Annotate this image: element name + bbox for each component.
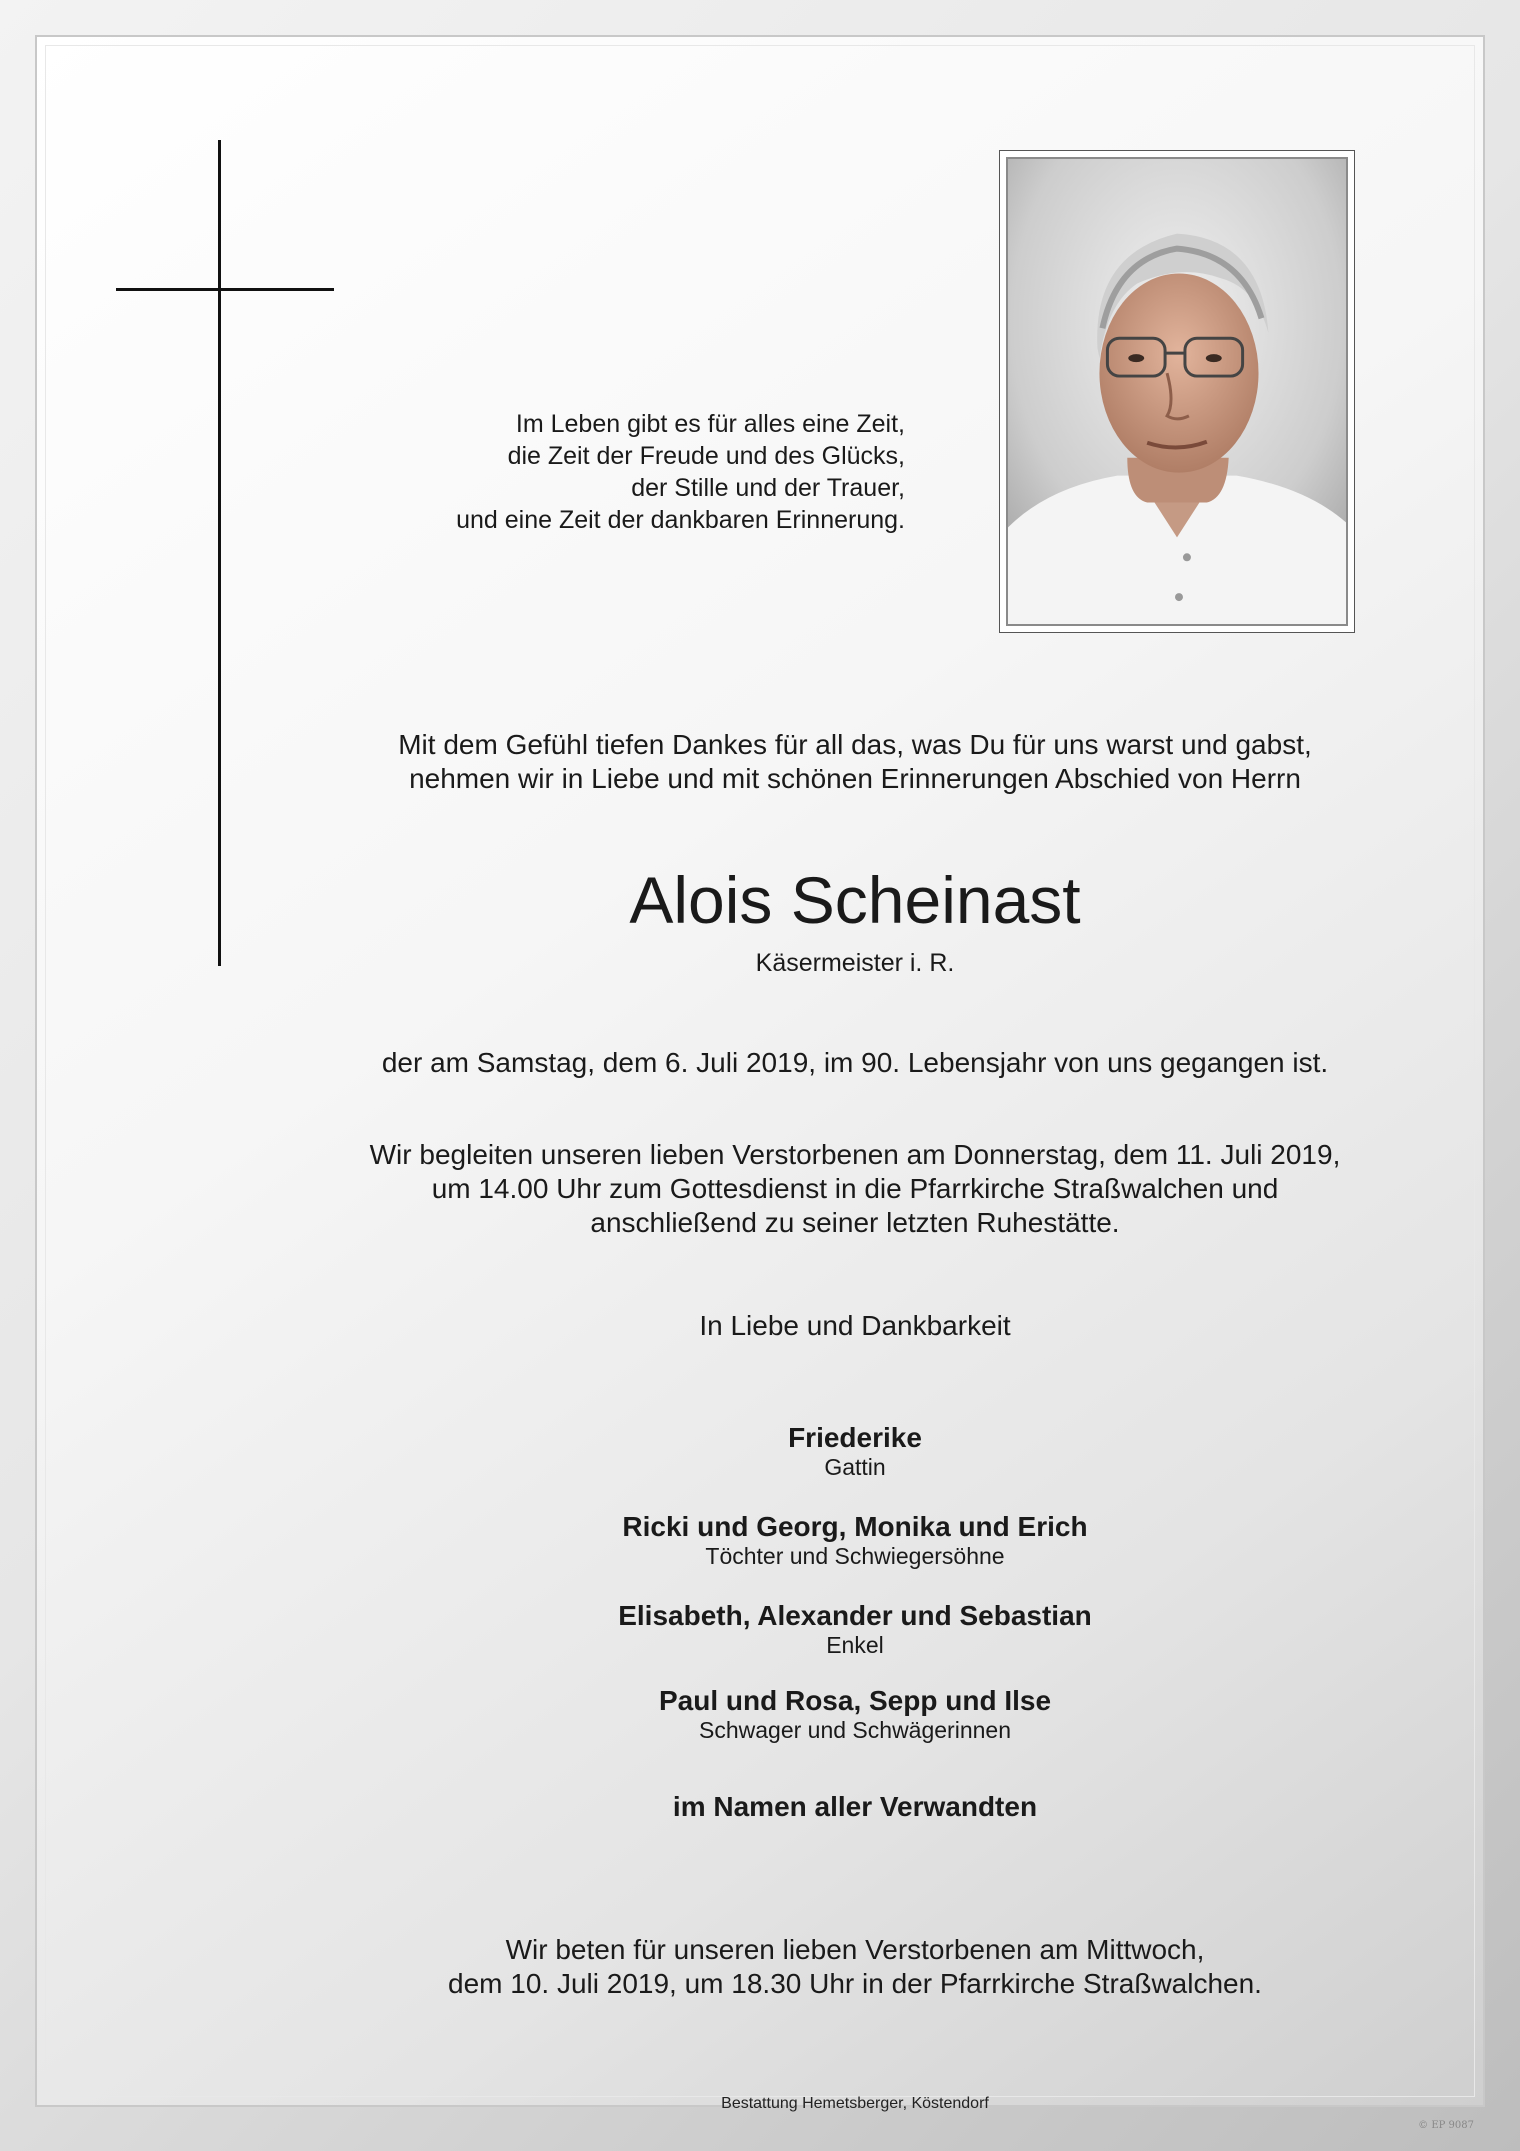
portrait-frame [999, 150, 1355, 633]
relatives-line: im Namen aller Verwandten [672, 1791, 1038, 1822]
poem-line: die Zeit der Freude und des Glücks, [507, 442, 905, 470]
cross-bar [116, 288, 334, 291]
mourner-relation: Enkel [826, 1632, 884, 1658]
poem-line: Im Leben gibt es für alles eine Zeit, [515, 410, 905, 438]
copyright-mark: © EP 9087 [1418, 2120, 1474, 2131]
mourner-group [300, 1422, 1410, 1480]
poem-line: der Stille und der Trauer, [631, 474, 905, 502]
mourner-group [300, 1685, 1410, 1743]
burial-notice [300, 1138, 1410, 1240]
farewell-line: nehmen wir in Liebe und mit schönen Erinnerungen Abschied von Herrn [409, 763, 1301, 794]
portrait-icon [1008, 159, 1346, 624]
deceased-name: Alois Scheinast [629, 863, 1081, 937]
funeral-home: Bestattung Hemetsberger, Köstendorf [721, 2095, 989, 2112]
cross-icon [218, 140, 221, 966]
deceased-title: Käsermeister i. R. [755, 949, 955, 977]
mass-line: dem 10. Juli 2019, um 18.30 Uhr in der Pfarrkirche Straßwalchen. [448, 1968, 1262, 1999]
portrait-photo [1006, 157, 1348, 626]
mourner-names: Friederike [788, 1422, 922, 1453]
mourner-relation: Schwager und Schwägerinnen [699, 1717, 1011, 1743]
burial-line: Wir begleiten unseren lieben Verstorbenen am Donnerstag, dem 11. Juli 2019, [369, 1139, 1341, 1170]
mourner-names: Ricki und Georg, Monika und Erich [622, 1511, 1088, 1542]
mass-notice [300, 1933, 1410, 2001]
mourner-group [300, 1511, 1410, 1569]
closing-phrase: In Liebe und Dankbarkeit [699, 1310, 1011, 1341]
farewell-text [300, 728, 1410, 796]
poem-line: und eine Zeit der dankbaren Erinnerung. [456, 506, 905, 534]
mourner-names: Paul und Rosa, Sepp und Ilse [658, 1685, 1052, 1716]
poem [305, 408, 905, 536]
mass-line: Wir beten für unseren lieben Verstorbenen am Mittwoch, [505, 1934, 1205, 1965]
mourner-names: Elisabeth, Alexander und Sebastian [618, 1600, 1092, 1631]
burial-line: um 14.00 Uhr zum Gottesdienst in die Pfarrkirche Straßwalchen und [431, 1173, 1279, 1204]
burial-line: anschließend zu seiner letzten Ruhestätte. [590, 1207, 1120, 1238]
mourner-relation: Töchter und Schwiegersöhne [705, 1543, 1005, 1569]
death-notice: der am Samstag, dem 6. Juli 2019, im 90. Lebensjahr von uns gegangen ist. [381, 1047, 1329, 1078]
mourner-group [300, 1600, 1410, 1658]
farewell-line: Mit dem Gefühl tiefen Dankes für all das, was Du für uns warst und gabst, [398, 729, 1312, 760]
mourner-relation: Gattin [824, 1454, 886, 1480]
